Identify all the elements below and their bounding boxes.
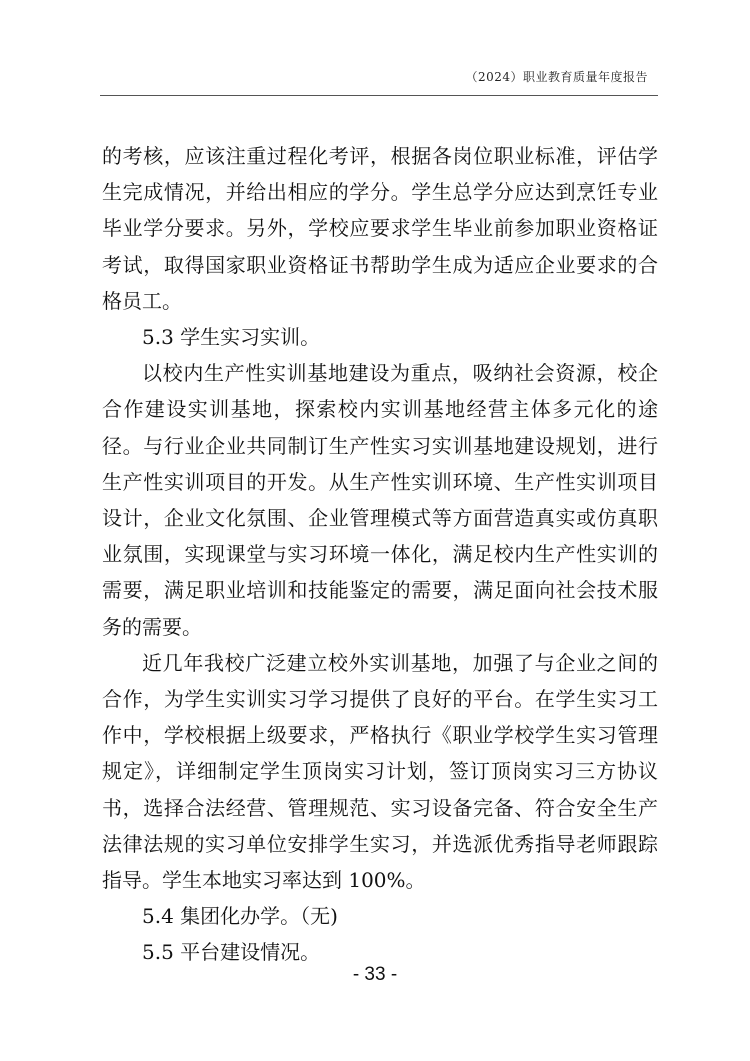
paragraph-onsite-training: 以校内生产性实训基地建设为重点，吸纳社会资源，校企合作建设实训基地，探索校内实训基地经营主体多元化的途径。与行业企业共同制订生产性实习实训基地建设规划，进行生产性实训项目的开发。从生产性实训环境、生产性实训项目设计，企业文化氛围、企业管理模式等方面营造真实或仿真职业氛围，实现课堂与实习环境一体化，满足校内生产性实训的需要，满足职业培训和技能鉴定的需要，满足面向社会技术服务的需要。 [102, 361, 658, 639]
paragraph-offsite-training: 近几年我校广泛建立校外实训基地，加强了与企业之间的合作，为学生实训实习学习提供了良好的平台。在学生实习工作中，学校根据上级要求，严格执行《职业学校学生实习管理规定》，详细制定学生顶岗实习计划，签订顶岗实习三方协议书，选择合法经营、管理规范、实习设备完备、符合安全生产法律法规的实习单位安排学生实习，并选派优秀指导老师跟踪指导。学生本地实习率达到 100%。 [102, 650, 658, 893]
paragraph-assessment: 的考核，应该注重过程化考评，根据各岗位职业标准，评估学生完成情况，并给出相应的学分。学生总学分应达到烹饪专业毕业学分要求。另外，学校应要求学生毕业前参加职业资格证考试，取得国家职业资格证书帮助学生成为适应企业要求的合格员工。 [102, 144, 658, 313]
document-body [102, 138, 658, 971]
page-number: - 33 - [352, 964, 398, 985]
section-heading-5-3: 5.3 学生实习实训。 [142, 325, 321, 350]
section-heading-5-5: 5.5 平台建设情况。 [142, 940, 321, 965]
header-divider [100, 95, 658, 96]
section-heading-5-4: 5.4 集团化办学。（无) [142, 904, 338, 929]
report-header-title: （2024）职业教育质量年度报告 [465, 70, 648, 84]
